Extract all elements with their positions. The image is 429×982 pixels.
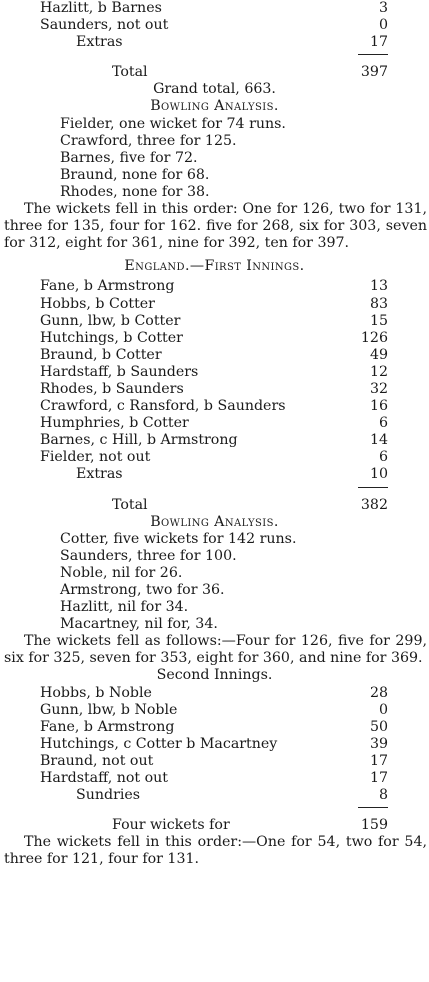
batting-row (0, 685, 429, 702)
batsman-score: 0 (378, 701, 388, 718)
batting-row (0, 278, 429, 295)
batsman-name: Humphries, b Cotter (40, 415, 189, 432)
batting-row (0, 398, 429, 415)
batsman-score: 10 (369, 466, 388, 483)
batsman-score: 28 (369, 684, 388, 701)
batting-row (0, 313, 429, 330)
batting-row (0, 0, 429, 17)
batting-row (0, 719, 429, 736)
batting-row (0, 753, 429, 770)
bowling-line: Rhodes, none for 38. (60, 183, 210, 200)
batsman-name: Sundries (76, 787, 141, 804)
batsman-name: Hutchings, b Cotter (40, 329, 183, 346)
batsman-name: Extras (76, 34, 123, 51)
wickets-fell-paragraph: The wickets fell as follows:—Four for 126, five for 299, six for 325, seven for 353, eight for 360, and nine for 369. (4, 633, 427, 667)
batsman-name: Saunders, not out (40, 17, 169, 34)
bowling-line: Fielder, one wicket for 74 runs. (60, 115, 286, 132)
wickets-fell-paragraph: The wickets fell in this order:—One for 54, two for 54, three for 121, four for 131. (4, 834, 427, 868)
bowling-list (0, 116, 429, 201)
batsman-name: Hardstaff, b Saunders (40, 363, 199, 380)
england-first-batting-list (0, 278, 429, 483)
bowling-heading: Bowling Analysis. (150, 513, 279, 530)
total-label: Four wickets for (112, 817, 230, 834)
batsman-score: 16 (369, 398, 388, 415)
batsman-score: 13 (369, 278, 388, 295)
total-rule (358, 487, 388, 488)
batsman-score: 8 (378, 787, 388, 804)
total-label: Total (112, 496, 148, 513)
batsman-score: 15 (369, 312, 388, 329)
second-total-row (0, 817, 429, 834)
prev-batting-list (0, 0, 429, 51)
total-label: Total (112, 64, 148, 81)
batting-row (0, 381, 429, 398)
batsman-score: 6 (378, 449, 388, 466)
bowling-line: Cotter, five wickets for 142 runs. (60, 530, 297, 547)
bowling-line: Crawford, three for 125. (60, 132, 237, 149)
england-first-innings-heading: England.—First Innings. (124, 258, 305, 275)
batting-row (0, 770, 429, 787)
bowling-list (0, 531, 429, 634)
batsman-score: 17 (369, 770, 388, 787)
batting-row (0, 347, 429, 364)
batting-row (0, 330, 429, 347)
batsman-name: Extras (76, 466, 123, 483)
batsman-name: Barnes, c Hill, b Armstrong (40, 432, 238, 449)
batsman-name: Fielder, not out (40, 449, 151, 466)
batsman-score: 126 (360, 329, 388, 346)
batting-row (0, 17, 429, 34)
batsman-score: 14 (369, 432, 388, 449)
batting-row (0, 787, 429, 804)
batsman-score: 39 (369, 735, 388, 752)
batsman-name: Crawford, c Ransford, b Saunders (40, 398, 286, 415)
england-first-total-row (0, 497, 429, 514)
total-score: 159 (360, 817, 388, 834)
batsman-name: Braund, b Cotter (40, 346, 162, 363)
batsman-score: 17 (369, 752, 388, 769)
batsman-name: Hobbs, b Cotter (40, 295, 155, 312)
batsman-name: Hutchings, c Cotter b Macartney (40, 735, 278, 752)
batsman-name: Braund, not out (40, 752, 154, 769)
batsman-score: 6 (378, 415, 388, 432)
bowling-heading: Bowling Analysis. (150, 98, 279, 115)
bowling-line: Barnes, five for 72. (60, 149, 198, 166)
bowling-line: Hazlitt, nil for 34. (60, 599, 189, 616)
batting-row (0, 702, 429, 719)
batting-row (0, 432, 429, 449)
batsman-name: Rhodes, b Saunders (40, 380, 184, 397)
total-rule (358, 54, 388, 55)
batting-row (0, 449, 429, 466)
batsman-name: Hazlitt, b Barnes (40, 0, 162, 16)
bowling-line: Braund, none for 68. (60, 166, 210, 183)
batsman-name: Gunn, lbw, b Cotter (40, 312, 181, 329)
batsman-name: Hobbs, b Noble (40, 684, 152, 701)
batting-row (0, 364, 429, 381)
bowling-line: Saunders, three for 100. (60, 547, 237, 564)
batting-row (0, 466, 429, 483)
batsman-name: Hardstaff, not out (40, 770, 168, 787)
batsman-score: 50 (369, 718, 388, 735)
batsman-score: 32 (369, 380, 388, 397)
batsman-name: Gunn, lbw, b Noble (40, 701, 178, 718)
batsman-score: 17 (369, 34, 388, 51)
second-innings-heading: Second Innings. (156, 667, 273, 684)
prev-total-row (0, 64, 429, 81)
batsman-score: 0 (378, 17, 388, 34)
total-score: 382 (360, 496, 388, 513)
total-rule (358, 807, 388, 808)
batsman-score: 83 (369, 295, 388, 312)
batting-row (0, 415, 429, 432)
batsman-name: Fane, b Armstrong (40, 718, 175, 735)
bowling-line: Noble, nil for 26. (60, 564, 183, 581)
bowling-line: Armstrong, two for 36. (60, 582, 225, 598)
batting-row (0, 736, 429, 753)
batting-row (0, 34, 429, 51)
total-score: 397 (360, 64, 388, 81)
england-second-batting-list (0, 685, 429, 805)
batsman-score: 3 (378, 0, 388, 16)
bowling-line: Macartney, nil for, 34. (60, 616, 218, 633)
batsman-score: 12 (369, 363, 388, 380)
grand-total: Grand total, 663. (153, 81, 276, 98)
wickets-fell-paragraph: The wickets fell in this order: One for 126, two for 131, three for 135, four for 162. five for 268, six for 303, seven for 312, eight for 361, nine for 392, ten for 397. (4, 201, 427, 252)
batsman-name: Fane, b Armstrong (40, 278, 175, 295)
batsman-score: 49 (369, 346, 388, 363)
batting-row (0, 296, 429, 313)
